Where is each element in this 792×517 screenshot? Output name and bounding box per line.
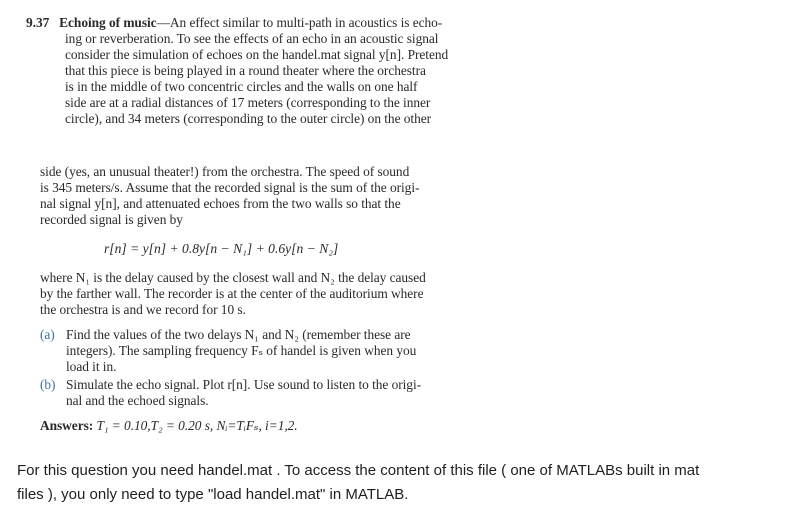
- answers-label: Answers:: [40, 418, 94, 433]
- part-a-line-1: integers). The sampling frequency Fₛ of handel is given when you: [66, 343, 417, 358]
- intro-line-0: —An effect similar to multi-path in acoustics is echo-: [156, 15, 443, 30]
- problem-header: [26, 15, 442, 31]
- after-eq-line-0: where N₁ is the delay caused by the closest wall and N₂ the delay caused: [40, 270, 426, 285]
- part-b-label: (b): [40, 377, 56, 392]
- continued-line-1: is 345 meters/s. Assume that the recorded signal is the sum of the origi-: [40, 180, 420, 195]
- continued-line-2: nal signal y[n], and attenuated echoes from the two walls so that the: [40, 196, 401, 211]
- answers-text: T₁ = 0.10,T₂ = 0.20 s, Nᵢ=TᵢFₛ, i=1,2.: [96, 418, 298, 433]
- intro-line-3: that this piece is being played in a round theater where the orchestra: [65, 63, 426, 78]
- problem-number: 9.37: [26, 15, 50, 30]
- problem-title: Echoing of music: [59, 15, 157, 30]
- intro-line-1: ing or reverberation. To see the effects of an echo in an acoustic signal: [65, 31, 439, 46]
- after-eq-line-1: by the farther wall. The recorder is at the center of the auditorium where: [40, 286, 424, 301]
- intro-line-5: side are at a radial distances of 17 meters (corresponding to the inner: [65, 95, 431, 110]
- after-eq-line-2: the orchestra is and we record for 10 s.: [40, 302, 246, 317]
- part-a-line-2: load it in.: [66, 359, 117, 374]
- continued-line-0: side (yes, an unusual theater!) from the orchestra. The speed of sound: [40, 164, 410, 179]
- intro-line-2: consider the simulation of echoes on the handel.mat signal y[n]. Pretend: [65, 47, 449, 62]
- intro-line-6: circle), and 34 meters (corresponding to the outer circle) on the other: [65, 111, 432, 126]
- note-line-2: files ), you only need to type "load handel.mat" in MATLAB.: [17, 486, 409, 503]
- answers-line: [40, 418, 298, 434]
- part-b-line-1: nal and the echoed signals.: [66, 393, 209, 408]
- part-a-label: (a): [40, 327, 55, 342]
- echo-equation: r[n] = y[n] + 0.8y[n − N₁] + 0.6y[n − N₂]: [104, 241, 339, 256]
- continued-line-3: recorded signal is given by: [40, 212, 183, 227]
- note-line-1: For this question you need handel.mat . To access the content of this file ( one of MATLABs built in mat: [17, 462, 700, 479]
- intro-line-4: is in the middle of two concentric circles and the walls on one half: [65, 79, 418, 94]
- part-b-line-0: Simulate the echo signal. Plot r[n]. Use sound to listen to the origi-: [66, 377, 422, 392]
- part-a-line-0: Find the values of the two delays N₁ and N₂ (remember these are: [66, 327, 411, 342]
